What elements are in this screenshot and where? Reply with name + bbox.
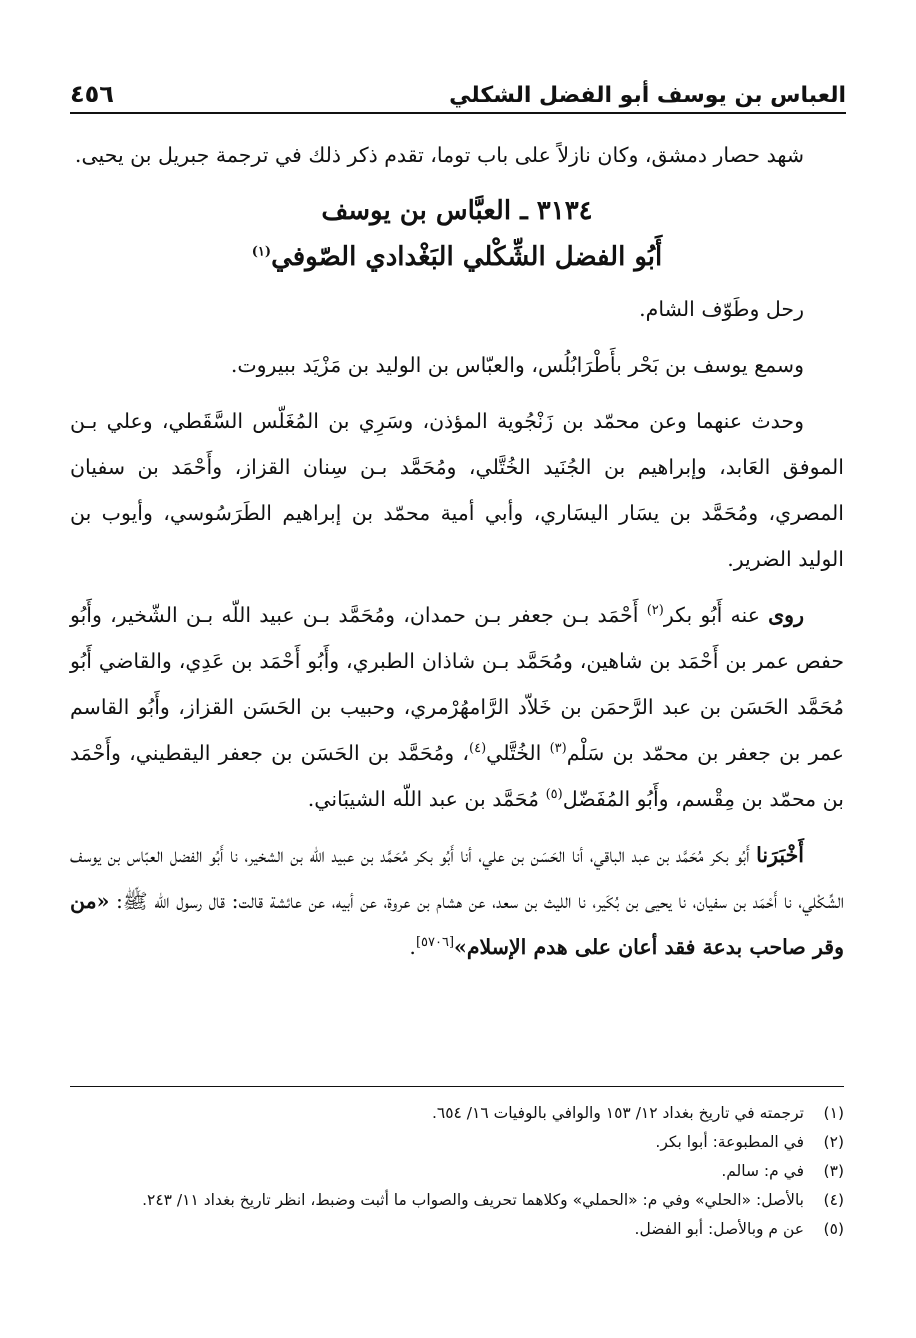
hadith-text: «من وقر صاحب بدعة فقد أعان على هدم الإسلام» xyxy=(70,889,844,959)
footnote-number: (١) xyxy=(823,1104,844,1122)
footnote-item xyxy=(70,1128,844,1157)
hadith-end: . xyxy=(409,935,416,959)
footnote-text: عن م وبالأصل: أبو الفضل. xyxy=(634,1220,804,1238)
page-header xyxy=(70,68,846,114)
narrators-text-e: مُحَمَّد بن عبد اللّه الشيبَاني. xyxy=(307,787,546,811)
paragraph-hadith xyxy=(70,832,844,970)
footnote-item xyxy=(70,1186,844,1215)
footnote-marker-1[interactable]: (١) xyxy=(251,244,272,260)
footnote-marker-2[interactable]: (٢) xyxy=(646,603,664,619)
footnote-number: (٢) xyxy=(823,1133,844,1151)
footnote-number: (٣) xyxy=(823,1162,844,1180)
paragraph-travel: رحل وطَوّف الشام. xyxy=(639,297,804,321)
isnad-text: أَبُو بكر مُحَمَّد بن عبد الباقي، أنا الحَسَن بن علي، أنا أَبُو بكر مُحَمَّد بن عبيد اللّه بن الشخير، نا أَبُو الفضل العبّاس بن يوسف الشِّكْلي، نا أَحْمَد بن سفيان، نا يحيى بن بُكَير، نا الليث بن سعد، عن هشام بن عروة، عن أبيه، عن عائشة قالت: قال رسول اللّه ﷺ: xyxy=(70,843,844,913)
footnote-item xyxy=(70,1215,844,1244)
footnote-item xyxy=(70,1157,844,1186)
narrators-text-a: عنه أَبُو بكر xyxy=(663,603,769,627)
lead-word-akhbarana: أَخْبَرَنا xyxy=(756,843,804,867)
footnote-marker-3[interactable]: (٣) xyxy=(549,741,567,757)
footnote-item xyxy=(70,1099,844,1128)
paragraph-narrators xyxy=(70,592,844,822)
footnotes-section xyxy=(70,1086,844,1244)
footnote-number: (٥) xyxy=(823,1220,844,1238)
paragraph-continuation: شهد حصار دمشق، وكان نازلاً على باب توما، تقدم ذكر ذلك في ترجمة جبريل بن يحيى. xyxy=(74,143,804,167)
narrators-text-d: ، ومُحَمَّد بن الحَسَن بن جعفر اليقطيني، وأَحْمَد بن محمّد بن مِقْسم، وأَبُو المُفَضّل xyxy=(70,741,844,811)
running-title: العباس بن يوسف أبو الفضل الشكلي xyxy=(449,83,846,108)
footnote-text: في المطبوعة: أبوا بكر. xyxy=(655,1133,804,1151)
paragraph-narrated-from: وحدث عنهما وعن محمّد بن زَنْجُوية المؤذن، وسَرِي بن المُغَلّس السَّقَطي، وعلي بـن الموفق العَابد، وإبراهيم بن الجُنَيد الخُتَّلي، ومُحَمَّد بـن سِنان القزاز، وأَحْمَد بن سفيان المصري، ومُحَمَّد بن يسَار اليسَاري، وأبي أمية محمّد بن إبراهيم الطَرَسُوسي، وأيوب بن الوليد الضرير. xyxy=(70,409,844,571)
entry-subtitle xyxy=(70,234,844,280)
entry-heading xyxy=(70,188,844,280)
lead-word-rawa: روى xyxy=(768,603,804,627)
page-number: ٤٥٦ xyxy=(70,80,114,108)
footnote-text: بالأصل: «الحلي» وفي م: «الحملي» وكلاهما تحريف والصواب ما أثبت وضبط، انظر تاريخ بغداد ١١/ ٢٤٣. xyxy=(142,1191,804,1209)
narrators-text-c: الخُتَّلي xyxy=(486,741,550,765)
narrators-text-b: أَحْمَد بـن جعفر بـن حمدان، ومُحَمَّد بـن عبيد اللّه بـن الشّخير، وأَبُو حفص عمر بن أَحْمَد بن شاهين، ومُحَمَّد بـن شاذان الطبري، وأَبُو أَحْمَد بن عَدِي، والقاضي أَبُو مُحَمَّد الحَسَن بن عبد الرَّحمَن بن خَلاّد الرَّامهُرْمري، وحبيب بن الحَسَن القزاز، وأَبُو القاسم عمر بن جعفر بن محمّد بن سَلْم xyxy=(70,603,844,765)
hadith-reference-number: [٥٧٠٦] xyxy=(415,935,455,951)
entry-subtitle-text: أَبُو الفضل الشِّكْلي البَغْدادي الصّوفي xyxy=(271,242,663,272)
paragraph-heard: وسمع يوسف بن بَحْر بأَطْرَابُلُس، والعبّاس بن الوليد بن مَزْيَد ببيروت. xyxy=(230,353,804,377)
footnote-marker-4[interactable]: (٤) xyxy=(469,741,487,757)
entry-title: ٣١٣٤ ـ العبَّاس بن يوسف xyxy=(321,196,593,226)
main-text xyxy=(70,132,844,980)
footnote-text: في م: سالم. xyxy=(721,1162,804,1180)
footnote-number: (٤) xyxy=(823,1191,844,1209)
footnote-text: ترجمته في تاريخ بغداد ١٢/ ١٥٣ والوافي بالوفيات ١٦/ ٦٥٤. xyxy=(431,1104,804,1122)
footnote-marker-5[interactable]: (٥) xyxy=(545,787,563,803)
